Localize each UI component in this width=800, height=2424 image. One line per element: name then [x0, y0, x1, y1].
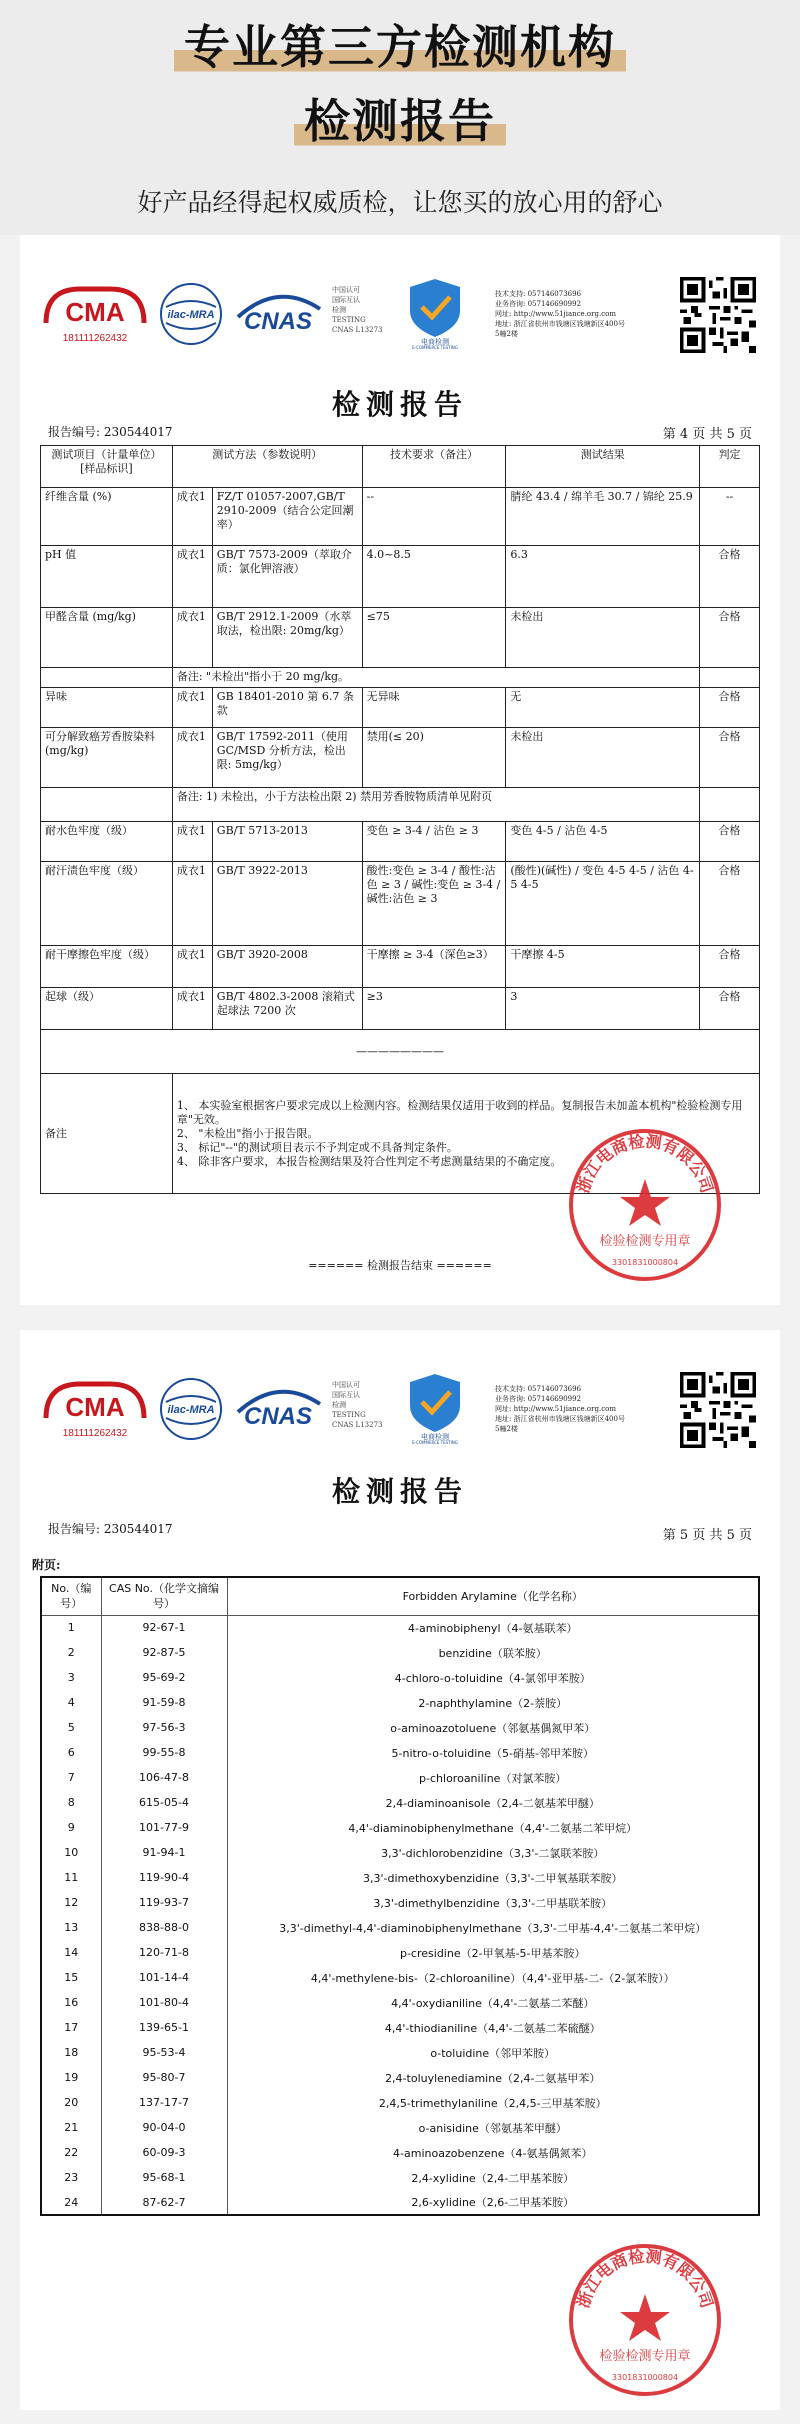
col-header-requirement: 技术要求（备注）: [362, 446, 506, 488]
cell-cas: 120-71-8: [101, 1940, 227, 1965]
cell-cas: 139-65-1: [101, 2015, 227, 2040]
cell-cas: 119-90-4: [101, 1865, 227, 1890]
cell-no: 10: [41, 1840, 101, 1865]
col-header-method: 测试方法（参数说明）: [172, 446, 362, 488]
headline-line-2: 检测报告: [0, 92, 800, 150]
cell-chemical-name: 4,4'-thiodianiline（4,4'-二氨基二苯硫醚）: [227, 2015, 759, 2040]
table-row: pH 值 成衣1 GB/T 7573-2009（萃取介质：氯化钾溶液） 4.0~8.5 6.3 合格: [41, 546, 760, 608]
cell-cas: 101-80-4: [101, 1990, 227, 2015]
cell-no: 17: [41, 2015, 101, 2040]
cell-no: 18: [41, 2040, 101, 2065]
table-row: [41, 1790, 759, 1815]
certification-logos: [40, 1372, 760, 1452]
col-header-cas: CAS No.（化学文摘编号）: [101, 1577, 227, 1615]
cell-no: 19: [41, 2065, 101, 2090]
promo-header: [0, 0, 800, 235]
cell-no: 24: [41, 2190, 101, 2215]
cell-cas: 91-59-8: [101, 1690, 227, 1715]
svg-text:检验检测专用章: 检验检测专用章: [599, 2349, 691, 2364]
cell-no: 3: [41, 1665, 101, 1690]
remarks-content: 1、 本实验室根据客户要求完成以上检测内容。检测结果仅适用于收到的样品。复制报告未加盖本机构"检验检测专用章"无效。 2、 "未检出"指小于报告限。 3、 标记"--"的测试项目表示不予判定或不具备判定条件。 4、 除非客户要求，本报告检测结果及符合性判定不考虑测量结果的不确定度。: [172, 1074, 759, 1194]
cell-no: 6: [41, 1740, 101, 1765]
cell-cas: 615-05-4: [101, 1790, 227, 1815]
svg-text:3301831000804: 3301831000804: [611, 2373, 679, 2382]
cell-chemical-name: benzidine（联苯胺）: [227, 1640, 759, 1665]
table-row: [41, 1665, 759, 1690]
cell-cas: 95-80-7: [101, 2065, 227, 2090]
cell-cas: 95-69-2: [101, 1665, 227, 1690]
cell-no: 15: [41, 1965, 101, 1990]
cell-no: 21: [41, 2115, 101, 2140]
cell-no: 5: [41, 1715, 101, 1740]
table-row: [41, 1740, 759, 1765]
cnas-accreditation-text: 中国认可 国际互认 检测 TESTING CNAS L13273: [332, 1381, 383, 1429]
table-row: [41, 1840, 759, 1865]
svg-text:E-COMMERCE TESTING: E-COMMERCE TESTING: [412, 345, 458, 349]
svg-text:CNAS: CNAS: [243, 1403, 313, 1430]
cell-chemical-name: p-chloroaniline（对氯苯胺）: [227, 1765, 759, 1790]
table-row: [41, 2115, 759, 2140]
cell-no: 22: [41, 2140, 101, 2165]
table-header-row: [41, 446, 760, 488]
table-row: [41, 1765, 759, 1790]
headline-line-1: 专业第三方检测机构: [0, 18, 800, 76]
forbidden-arylamine-table: [40, 1576, 760, 2216]
cell-chemical-name: o-aminoazotoluene（邻氨基偶氮甲苯）: [227, 1715, 759, 1740]
cell-no: 20: [41, 2090, 101, 2115]
svg-text:检验检测专用章: 检验检测专用章: [599, 1234, 691, 1249]
svg-text:3301831000804: 3301831000804: [611, 1258, 679, 1267]
attachment-label: 附页:: [32, 1558, 61, 1572]
page-indicator: 第 5 页 共 5 页: [662, 1528, 752, 1543]
table-row: 异味 成衣1 GB 18401-2010 第 6.7 条款 无异味 无 合格: [41, 688, 760, 728]
svg-text:E-COMMERCE TESTING: E-COMMERCE TESTING: [412, 1440, 458, 1444]
cell-no: 12: [41, 1890, 101, 1915]
table-row: [41, 2140, 759, 2165]
table-header-row: [41, 1577, 759, 1615]
cell-no: 16: [41, 1990, 101, 2015]
cell-chemical-name: 2-naphthylamine（2-萘胺）: [227, 1690, 759, 1715]
cell-no: 23: [41, 2165, 101, 2190]
cell-chemical-name: 4-aminobiphenyl（4-氨基联苯）: [227, 1615, 759, 1640]
certification-logos: [40, 277, 760, 357]
lab-contact-info: 技术支持: 057146073696 业务咨询: 057146690992 网址: http://www.51jiance.org.com 地址: 浙江省杭州市钱塘区钱塘新区400号 5幢2楼: [495, 1385, 625, 1433]
cell-cas: 101-14-4: [101, 1965, 227, 1990]
svg-text:电商检测: 电商检测: [421, 338, 449, 346]
report-end-marker: ====== 检测报告结束 ======: [308, 1259, 492, 1272]
svg-text:181111262432: 181111262432: [62, 1428, 128, 1439]
cell-no: 1: [41, 1615, 101, 1640]
table-row: [41, 1865, 759, 1890]
cell-no: 8: [41, 1790, 101, 1815]
table-row: [41, 2065, 759, 2090]
cell-cas: 97-56-3: [101, 1715, 227, 1740]
cell-cas: 119-93-7: [101, 1890, 227, 1915]
cma-logo: [40, 1378, 150, 1440]
table-note-row: 备注: "未检出"指小于 20 mg/kg。: [41, 668, 760, 688]
table-row: [41, 1965, 759, 1990]
col-header-item: 测试项目（计量单位）[样品标识]: [41, 446, 173, 488]
table-row: [41, 1890, 759, 1915]
cell-cas: 838-88-0: [101, 1915, 227, 1940]
cell-no: 13: [41, 1915, 101, 1940]
table-row: [41, 2015, 759, 2040]
cell-cas: 87-62-7: [101, 2190, 227, 2215]
cell-chemical-name: 3,3'-dimethoxybenzidine（3,3'-二甲氧基联苯胺）: [227, 1865, 759, 1890]
table-row: [41, 1615, 759, 1640]
col-header-no: No.（编号）: [41, 1577, 101, 1615]
cell-chemical-name: 2,4,5-trimethylaniline（2,4,5-三甲基苯胺）: [227, 2090, 759, 2115]
cell-chemical-name: 4,4'-diaminobiphenylmethane（4,4'-二氨基二苯甲烷）: [227, 1815, 759, 1840]
cma-logo: [40, 283, 150, 345]
report-title: 检测报告: [331, 1475, 468, 1508]
svg-text:ilac-MRA: ilac-MRA: [167, 1404, 215, 1416]
col-header-name: Forbidden Arylamine（化学名称）: [227, 1577, 759, 1615]
cell-chemical-name: 3,3'-dimethylbenzidine（3,3'-二甲基联苯胺）: [227, 1890, 759, 1915]
cell-chemical-name: 2,4-diaminoanisole（2,4-二氨基苯甲醚）: [227, 1790, 759, 1815]
cell-no: 11: [41, 1865, 101, 1890]
col-header-verdict: 判定: [700, 446, 760, 488]
cell-chemical-name: o-toluidine（邻甲苯胺）: [227, 2040, 759, 2065]
report-number: 报告编号: 230544017: [48, 1522, 173, 1536]
svg-text:浙江电商检测有限公司: 浙江电商检测有限公司: [573, 2246, 717, 2311]
cell-cas: 92-67-1: [101, 1615, 227, 1640]
cell-cas: 95-53-4: [101, 2040, 227, 2065]
report-number: 报告编号: 230544017: [48, 425, 173, 439]
cell-cas: 106-47-8: [101, 1765, 227, 1790]
official-red-stamp-icon: [565, 2240, 725, 2400]
table-row: 耐干摩擦色牢度（级） 成衣1 GB/T 3920-2008 干摩擦 ≥ 3-4（深色≥3） 干摩擦 4-5 合格: [41, 946, 760, 988]
table-row: 耐汗渍色牢度（级） 成衣1 GB/T 3922-2013 酸性:变色 ≥ 3-4 / 酸性:沾色 ≥ 3 / 碱性:变色 ≥ 3-4 / 碱性:沾色 ≥ 3 (酸性)(碱性) / 变色 4-5 4-5 / 沾色 4-5 4-5 合格: [41, 862, 760, 946]
cnas-logo: [228, 1382, 328, 1436]
table-note-row: 备注: 1) 未检出，小于方法检出限 2) 禁用芳香胺物质清单见附页: [41, 788, 760, 822]
cell-cas: 60-09-3: [101, 2140, 227, 2165]
ecommerce-testing-shield-icon: [400, 1372, 470, 1444]
table-row: 起球（级） 成衣1 GB/T 4802.3-2008 滚箱式起球法 7200 次 ≥3 3 合格: [41, 988, 760, 1030]
table-row: [41, 2165, 759, 2190]
cell-cas: 92-87-5: [101, 1640, 227, 1665]
svg-text:浙江电商检测有限公司: 浙江电商检测有限公司: [573, 1131, 717, 1196]
remarks-label: 备注: [41, 1074, 173, 1194]
page-indicator: 第 4 页 共 5 页: [662, 427, 752, 442]
table-row: [41, 2090, 759, 2115]
table-row: [41, 1690, 759, 1715]
table-row: 纤维含量 (%) 成衣1 FZ/T 01057-2007,GB/T 2910-2009（结合公定回潮率） -- 腈纶 43.4 / 绵羊毛 30.7 / 锦纶 25.9 --: [41, 488, 760, 546]
qr-code-icon: [680, 277, 756, 353]
lab-contact-info: 技术支持: 057146073696 业务咨询: 057146690992 网址: http://www.51jiance.org.com 地址: 浙江省杭州市钱塘区钱塘新区400号 5幢2楼: [495, 290, 625, 338]
table-row: [41, 1915, 759, 1940]
ilac-mra-logo: [158, 1376, 224, 1442]
cell-cas: 90-04-0: [101, 2115, 227, 2140]
cell-no: 7: [41, 1765, 101, 1790]
cell-no: 4: [41, 1690, 101, 1715]
headline-subtitle: 好产品经得起权威质检，让您买的放心用的舒心: [137, 188, 663, 217]
svg-text:CMA: CMA: [65, 1392, 125, 1422]
cell-chemical-name: p-cresidine（2-甲氧基-5-甲基苯胺）: [227, 1940, 759, 1965]
cell-chemical-name: 3,3'-dimethyl-4,4'-diaminobiphenylmethane（3,3'-二甲基-4,4'-二氨基二苯甲烷）: [227, 1915, 759, 1940]
table-row: [41, 1940, 759, 1965]
report-page-5: [20, 1330, 780, 2410]
cell-chemical-name: 4-chloro-o-toluidine（4-氯邻甲苯胺）: [227, 1665, 759, 1690]
cell-chemical-name: o-anisidine（邻氨基苯甲醚）: [227, 2115, 759, 2140]
official-red-stamp-icon: [565, 1125, 725, 1285]
table-row: 耐水色牢度（级） 成衣1 GB/T 5713-2013 变色 ≥ 3-4 / 沾色 ≥ 3 变色 4-5 / 沾色 4-5 合格: [41, 822, 760, 862]
cma-number: 181111262432: [62, 333, 128, 344]
cell-cas: 137-17-7: [101, 2090, 227, 2115]
ilac-mra-logo: [158, 281, 224, 347]
cell-cas: 95-68-1: [101, 2165, 227, 2190]
report-page-4: [20, 235, 780, 1305]
cell-no: 14: [41, 1940, 101, 1965]
cell-cas: 101-77-9: [101, 1815, 227, 1840]
svg-text:电商检测: 电商检测: [421, 1433, 449, 1441]
table-row: [41, 1990, 759, 2015]
cell-no: 9: [41, 1815, 101, 1840]
cell-chemical-name: 2,6-xylidine（2,6-二甲基苯胺）: [227, 2190, 759, 2215]
cnas-accreditation-text: 中国认可 国际互认 检测 TESTING CNAS L13273: [332, 286, 383, 334]
test-results-table: [40, 445, 760, 1194]
blank-row: ————————: [41, 1030, 760, 1074]
cell-no: 2: [41, 1640, 101, 1665]
ecommerce-testing-shield-icon: [400, 277, 470, 349]
cma-text: CMA: [65, 297, 125, 327]
cell-chemical-name: 2,4-xylidine（2,4-二甲基苯胺）: [227, 2165, 759, 2190]
table-row: [41, 1715, 759, 1740]
table-row: [41, 2040, 759, 2065]
cell-chemical-name: 2,4-toluylenediamine（2,4-二氨基甲苯）: [227, 2065, 759, 2090]
table-row: [41, 2190, 759, 2215]
cell-chemical-name: 3,3'-dichlorobenzidine（3,3'-二氯联苯胺）: [227, 1840, 759, 1865]
report-title: 检测报告: [331, 388, 468, 421]
svg-text:ilac-MRA: ilac-MRA: [167, 309, 215, 321]
cell-chemical-name: 4,4'-methylene-bis-（2-chloroaniline）（4,4'-亚甲基-二-（2-氯苯胺））: [227, 1965, 759, 1990]
col-header-result: 测试结果: [506, 446, 700, 488]
table-row: 可分解致癌芳香胺染料 (mg/kg) 成衣1 GB/T 17592-2011（使用 GC/MSD 分析方法，检出限: 5mg/kg） 禁用(≤ 20) 未检出 合格: [41, 728, 760, 788]
cnas-logo: [228, 287, 328, 341]
table-row: 甲醛含量 (mg/kg) 成衣1 GB/T 2912.1-2009（水萃取法，检出限: 20mg/kg） ≤75 未检出 合格: [41, 608, 760, 668]
table-row: [41, 1815, 759, 1840]
svg-text:CNAS: CNAS: [243, 308, 313, 335]
qr-code-icon: [680, 1372, 756, 1448]
cell-chemical-name: 5-nitro-o-toluidine（5-硝基-邻甲苯胺）: [227, 1740, 759, 1765]
table-row: [41, 1640, 759, 1665]
cell-cas: 99-55-8: [101, 1740, 227, 1765]
cell-chemical-name: 4-aminoazobenzene（4-氨基偶氮苯）: [227, 2140, 759, 2165]
cell-chemical-name: 4,4'-oxydianiline（4,4'-二氨基二苯醚）: [227, 1990, 759, 2015]
cell-cas: 91-94-1: [101, 1840, 227, 1865]
